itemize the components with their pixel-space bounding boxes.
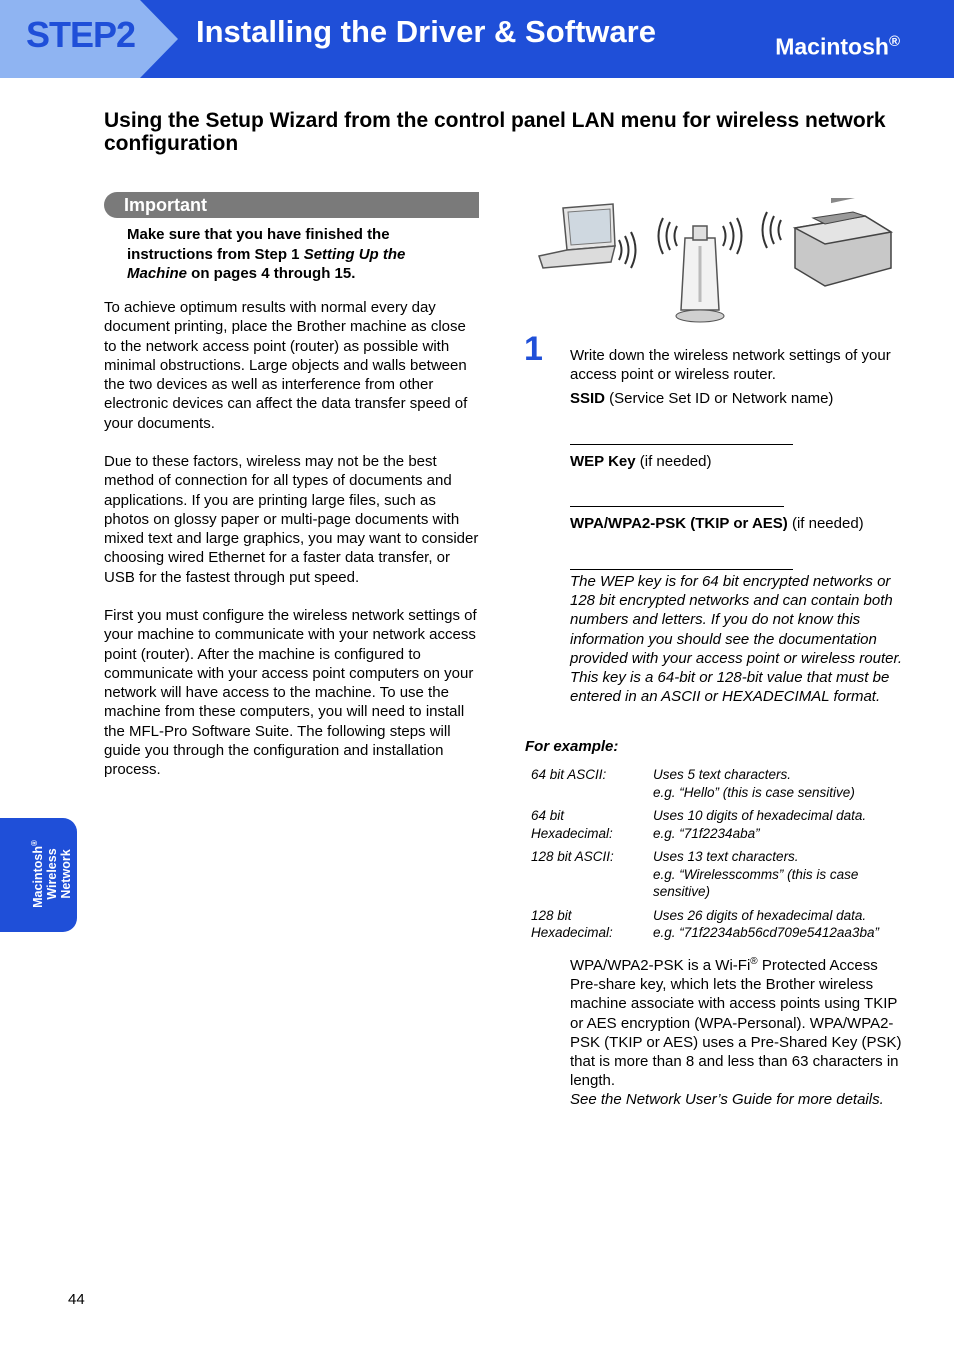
network-illustration xyxy=(535,198,895,328)
left-paragraph: Due to these factors, wireless may not be the best method of connection for all types of documents and applications. If you are printing large files, such as photos on glossy paper or multi-page documents with mixed text and large graphics, you may want to consider choosing wired Ethernet for a faster data transfer, or USB for the fastest through put speed. xyxy=(104,453,479,586)
key-description: Uses 13 text characters. e.g. “Wirelesscomms” (this is case sensitive) xyxy=(653,849,859,899)
important-label: Important xyxy=(124,195,207,215)
key-description: Uses 10 digits of hexadecimal data. e.g. “71f2234aba” xyxy=(653,808,867,841)
printer-icon xyxy=(795,198,891,286)
key-type: 64 bit ASCII: xyxy=(531,767,607,782)
table-row xyxy=(531,848,901,901)
step-number: 1 xyxy=(524,330,543,368)
header-title: Installing the Driver & Software xyxy=(196,14,656,49)
key-type: 128 bit Hexadecimal: xyxy=(531,907,613,940)
page-number: 44 xyxy=(68,1291,85,1308)
ssid-blank xyxy=(570,444,793,445)
key-type: 64 bit Hexadecimal: xyxy=(531,808,613,841)
side-tab xyxy=(0,818,77,932)
section-title: Using the Setup Wizard from the control panel LAN menu for wireless network configuration xyxy=(104,109,886,155)
key-type: 128 bit ASCII: xyxy=(531,849,614,864)
table-row xyxy=(531,907,901,942)
key-description: Uses 26 digits of hexadecimal data. e.g. “71f2234ab56cd709e5412aa3ba” xyxy=(653,907,879,940)
table-row xyxy=(531,766,901,801)
wifi-waves-icon xyxy=(619,232,636,268)
wpa-description: WPA/WPA2-PSK is a Wi-Fi® Protected Access Pre-share key, which lets the Brother wireless machine associate with access points using TKIP or AES encryption (WPA-Personal). WPA/WPA2-PSK (TKIP or AES) uses a Pre-Shared Key (PSK) that is more than 8 and less than 63 characters in length. See the Network User’s Guide for more details. xyxy=(570,956,902,1109)
example-heading: For example: xyxy=(525,738,619,755)
wpa-line: WPA/WPA2-PSK (TKIP or AES) (if needed) xyxy=(570,515,864,532)
wep-blank xyxy=(570,506,784,507)
important-text: Make sure that you have finished the instructions from Step 1 Setting Up the Machine on pages 4 through 15. xyxy=(127,226,406,282)
see-also-note: See the Network User’s Guide for more details. xyxy=(570,1091,884,1109)
important-banner xyxy=(104,192,479,218)
key-description: Uses 5 text characters. e.g. “Hello” (this is case sensitive) xyxy=(653,767,855,800)
wpa-blank xyxy=(570,569,793,570)
left-paragraph: To achieve optimum results with normal every day document printing, place the Brother machine as close to the network access point (router) as possible with minimal obstructions. Large objects and walls between the two devices as well as interference from other electronic devices can affect the data transfer speed of your documents. xyxy=(104,299,468,432)
table-row xyxy=(531,807,901,842)
wep-note: The WEP key is for 64 bit encrypted networks or 128 bit encrypted networks and can contain both numbers and letters. If you do not know this information you should see the documentation provided with your access point or wireless router. This key is a 64-bit or 128-bit value that must be entered in an ASCII or HEXADECIMAL format. xyxy=(570,573,903,706)
example-table xyxy=(531,766,901,948)
page-header xyxy=(0,0,954,78)
wireless-router-icon xyxy=(676,226,724,322)
step-label: STEP2 xyxy=(26,14,136,55)
side-tab-label: Macintosh® Wireless Network xyxy=(30,840,74,908)
laptop-icon xyxy=(539,204,615,268)
wifi-waves-icon xyxy=(763,212,782,248)
ssid-line: SSID (Service Set ID or Network name) xyxy=(570,390,834,407)
header-os-label: Macintosh® xyxy=(775,33,900,60)
left-paragraph: First you must configure the wireless network settings of your machine to communicate with your network access point (router). After the machine is configured to communicate with your access point computers on your network will have access to the machine. To use the machine from these computers, you will need to install the MFL-Pro Software Suite. The following steps will guide you through the configuration and installation process. xyxy=(104,607,477,779)
step-intro: Write down the wireless network settings of your access point or wireless router. xyxy=(570,347,891,384)
wep-line: WEP Key (if needed) xyxy=(570,453,712,470)
